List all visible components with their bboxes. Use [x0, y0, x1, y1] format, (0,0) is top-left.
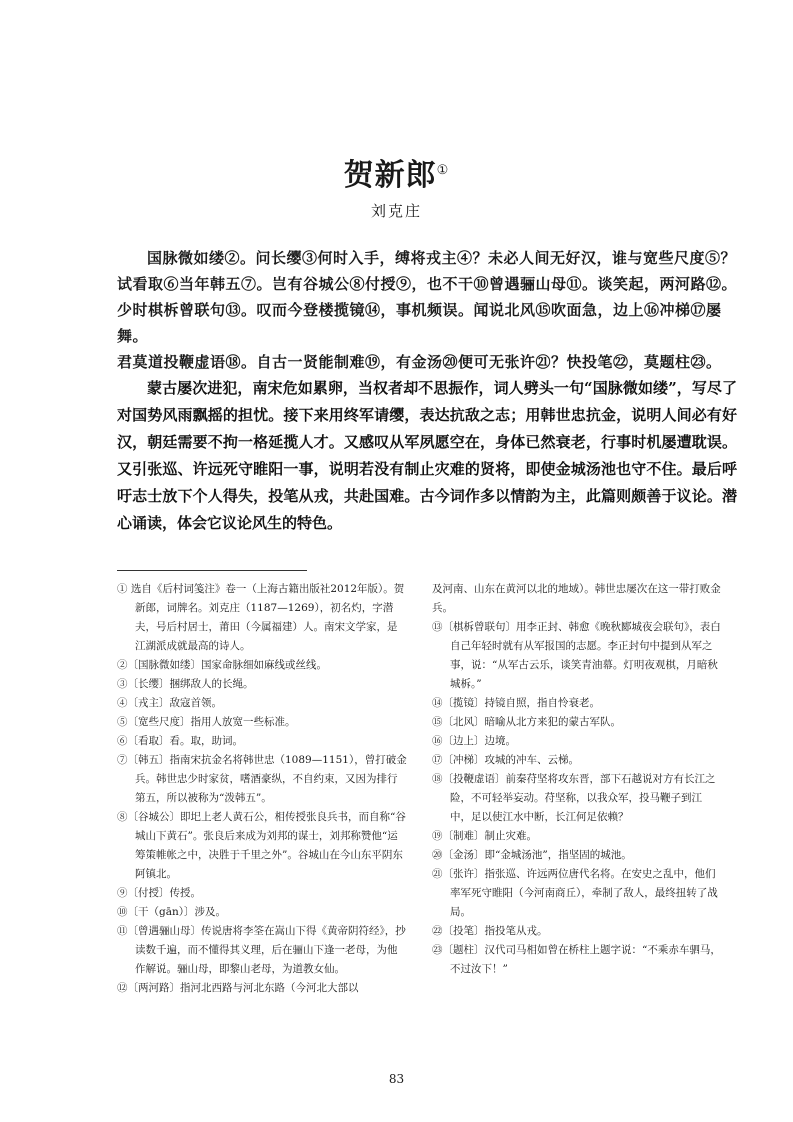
poem-introduction: 蒙古屡次进犯，南宋危如累卵，当权者却不思振作，词人劈头一句“国脉微如缕”，写尽了对国势风雨飘摇的担忧。接下来用终军请缨，表达抗敌之志；用韩世忠抗金，说明人间必有好汉，朝廷需要不拘一格延揽人才。又感叹从军夙愿空在，身体已然衰老，行事时机屡遭耽误。又引张巡、许远死守睢阳一事，说明若没有制止灾难的贤将，即使金城汤池也守不住。最后呼吁志士放下个人得失，投笔从戎，共赴国难。古今词作多以情韵为主，此篇则颇善于议论。潜心诵读，体会它议论风生的特色。	[117, 379, 737, 532]
footnote: ⑰〔冲梯〕攻城的冲车、云梯。	[432, 754, 579, 766]
poem-line: 国脉微如缕②。问长缨③何时入手，缚将戎主④？未必人间无好汉，谁与宽些尺度⑤？	[147, 249, 737, 267]
footnote: ⑱〔投鞭虚语〕前秦苻坚将攻东晋，部下石越说对方有长江之险，不可轻举妄动。苻坚称，以我众军，投马鞭子到江中，足以使江水中断，长江何足依赖？	[432, 773, 716, 823]
title-footnote-mark: ①	[436, 163, 450, 178]
footnote: ⑭〔揽镜〕持镜自照，指自怜衰老。	[432, 697, 600, 709]
footnote: ②〔国脉微如缕〕国家命脉细如麻线或丝线。	[117, 659, 327, 671]
footnote: ③〔长缨〕捆绑敌人的长绳。	[117, 678, 254, 690]
footnotes-left-column	[117, 580, 407, 998]
poem-line: 君莫道投鞭虚语⑱。自古一贤能制难⑲，有金汤⑳便可无张许㉑？快投笔㉒，莫题柱㉓。	[117, 353, 722, 371]
footnote: ⑳〔金汤〕即“金城汤池”，指坚固的城池。	[432, 849, 632, 861]
page-number: 83	[388, 1072, 405, 1086]
footnote: ⑦〔韩五〕指南宋抗金名将韩世忠（1089—1151），曾打破金兵。韩世忠少时家贫，嗜酒豪纵，不自约束，又因为排行第五，所以被称为“泼韩五”。	[117, 754, 407, 804]
footnote: ⑬〔棋柝曾联句〕用李正封、韩愈《晚秋郾城夜会联句》，表白自己年轻时就有从军报国的志愿。李正封句中提到从军之事，说：“从军古云乐，谈笑青油幕。灯明夜观棋，月暗秋城柝。”	[432, 621, 721, 690]
poem-line: 少时棋柝曾联句⑬。叹而今登楼揽镜⑭，事机频误。闻说北风⑮吹面急，边上⑯冲梯⑰屡舞。	[117, 301, 722, 345]
footnote: ⑪〔曾遇骊山母〕传说唐将李筌在嵩山下得《黄帝阴符经》，抄读数千遍，而不懂得其义理，后在骊山下逢一老母，为他作解说。骊山母，即黎山老母，为道教女仙。	[117, 925, 406, 975]
poem-author: 刘克庄	[370, 202, 422, 220]
footnote: ⑮〔北风〕暗喻从北方来犯的蒙古军队。	[432, 716, 621, 728]
footnote-divider	[117, 570, 307, 571]
footnote-continuation: 及河南、山东在黄河以北的地域）。韩世忠屡次在这一带打败金兵。	[432, 583, 721, 614]
footnote: ① 选自《后村词笺注》卷一（上海古籍出版社2012年版）。贺新郎，词牌名。刘克庄（1187—1269），初名灼，字潜夫，号后村居士，莆田（今属福建）人。南宋文学家，是江湖派成就最高的诗人。	[117, 583, 405, 652]
footnote: ⑯〔边上〕边境。	[432, 735, 516, 747]
footnote: ㉓〔题柱〕汉代司马相如曾在桥柱上题字说：“不乘赤车驷马，不过汝下！”	[432, 944, 721, 975]
footnote: ⑫〔两河路〕指河北西路与河北东路（今河北大部以	[117, 982, 359, 994]
footnote: ⑨〔付授〕传授。	[117, 887, 201, 899]
footnote: ⑤〔宽些尺度〕指用人放宽一些标准。	[117, 716, 296, 728]
footnote: ④〔戎主〕敌寇首领。	[117, 697, 222, 709]
footnotes-right-column	[432, 580, 722, 979]
poem-title: 贺新郎①	[343, 158, 450, 193]
footnote: ⑲〔制难〕制止灾难。	[432, 830, 537, 842]
footnote: ⑩〔干（gān）〕涉及。	[117, 906, 226, 918]
poem-body	[117, 245, 737, 375]
poem-line: 试看取⑥当年韩五⑦。岂有谷城公⑧付授⑨，也不干⑩曾遇骊山母⑪。谈笑起，两河路⑫。	[117, 275, 738, 293]
footnote: ㉒〔投笔〕指投笔从戎。	[432, 925, 548, 937]
footnote: ⑥〔看取〕看。取，助词。	[117, 735, 243, 747]
footnote: ㉑〔张许〕指张巡、许远两位唐代名将。在安史之乱中，他们率军死守睢阳（今河南商丘），牵制了敌人，最终扭转了战局。	[432, 868, 718, 918]
footnote: ⑧〔谷城公〕即圯上老人黄石公，相传授张良兵书，而自称“谷城山下黄石”。张良后来成为刘邦的谋士，刘邦称赞他“运筹策帷帐之中，决胜于千里之外”。谷城山在今山东平阴东阿镇北。	[117, 811, 406, 880]
